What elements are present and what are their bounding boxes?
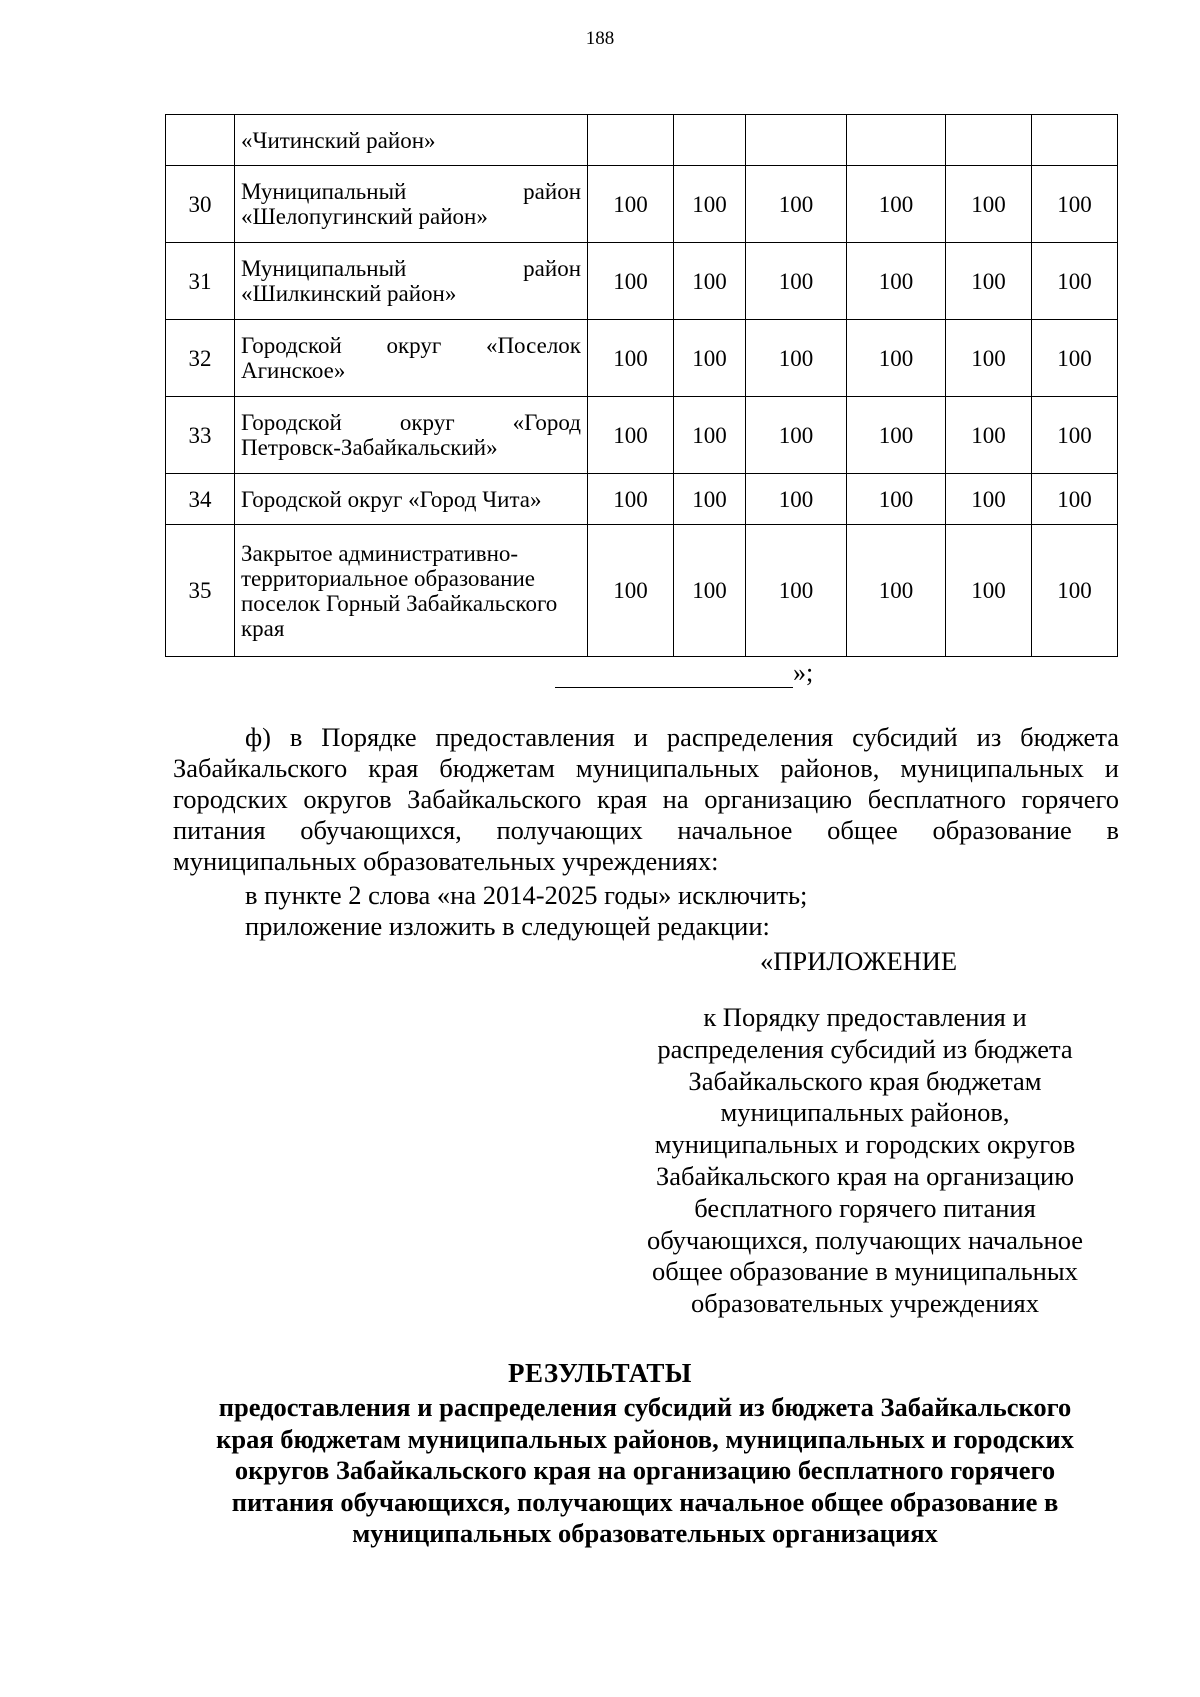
appendix-line: обучающихся, получающих начальное: [646, 1224, 1084, 1255]
value-cell: 100: [674, 243, 746, 320]
value-cell: 100: [674, 320, 746, 397]
appendix-title: «ПРИЛОЖЕНИЕ: [760, 946, 958, 976]
value-cell: 100: [946, 474, 1032, 525]
name-line-justified: [241, 179, 581, 204]
value-cell: [674, 115, 746, 166]
name-line: Петровск-Забайкальский»: [241, 435, 498, 460]
value-cell: 100: [847, 243, 946, 320]
value-cell: 100: [588, 166, 674, 243]
table-row: [166, 115, 1118, 166]
name-line: территориальное образование: [241, 565, 536, 591]
value-cell: 100: [746, 320, 847, 397]
value-cell: 100: [746, 243, 847, 320]
results-line: предоставления и распределения субсидий из бюджета Забайкальского: [218, 1392, 1072, 1422]
municipality-name: [235, 166, 588, 243]
appendix-line: бесплатного горячего питания: [694, 1192, 1036, 1223]
results-subheading: [175, 1392, 1115, 1550]
value-cell: 100: [588, 320, 674, 397]
name-word: округ: [386, 333, 442, 358]
end-underline: [555, 661, 793, 688]
value-cell: 100: [746, 474, 847, 525]
appendix-line: Забайкальского края бюджетам: [688, 1065, 1042, 1096]
end-quote: »;: [793, 658, 814, 687]
value-cell: 100: [946, 320, 1032, 397]
name-word: район: [523, 179, 581, 204]
paragraph-point-2: в пункте 2 слова «на 2014-2025 годы» исключить;: [245, 880, 808, 910]
row-number: 31: [166, 243, 235, 320]
row-number: 33: [166, 397, 235, 474]
appendix-line: муниципальных районов,: [720, 1097, 1010, 1128]
table-row: [166, 320, 1118, 397]
value-cell: 100: [588, 474, 674, 525]
name-line: поселок Горный Забайкальского: [241, 590, 558, 616]
table-row: [166, 243, 1118, 320]
value-cell: 100: [847, 166, 946, 243]
appendix-line: общее образование в муниципальных: [652, 1256, 1078, 1287]
row-number: 32: [166, 320, 235, 397]
results-heading: РЕЗУЛЬТАТЫ: [508, 1358, 692, 1388]
table-end-mark: [555, 658, 813, 688]
value-cell: 100: [746, 397, 847, 474]
value-cell: 100: [746, 166, 847, 243]
results-line: края бюджетам муниципальных районов, муниципальных и городских: [216, 1423, 1074, 1454]
value-cell: 100: [847, 320, 946, 397]
name-word: Городской: [241, 333, 342, 358]
name-line: Агинское»: [241, 358, 346, 383]
value-cell: [588, 115, 674, 166]
name-word: Муниципальный: [241, 179, 407, 204]
results-line: округов Забайкальского края на организацию бесплатного горячего: [234, 1455, 1056, 1485]
municipality-name: [235, 243, 588, 320]
municipality-name: [235, 397, 588, 474]
value-cell: 100: [847, 474, 946, 525]
name-line-justified: [241, 410, 581, 435]
appendix-line: распределения субсидий из бюджета: [657, 1033, 1073, 1064]
municipality-name: [235, 320, 588, 397]
name-word: район: [523, 256, 581, 281]
name-word: Городской: [241, 410, 342, 435]
results-table: [165, 114, 1118, 657]
row-number: 30: [166, 166, 235, 243]
value-cell: 100: [847, 525, 946, 657]
value-cell: 100: [946, 525, 1032, 657]
value-cell: [847, 115, 946, 166]
value-cell: 100: [746, 525, 847, 657]
appendix-line: Забайкальского края на организацию: [655, 1160, 1075, 1191]
value-cell: 100: [946, 397, 1032, 474]
value-cell: 100: [946, 166, 1032, 243]
value-cell: 100: [1032, 525, 1118, 657]
value-cell: 100: [674, 166, 746, 243]
value-cell: [1032, 115, 1118, 166]
appendix-line: образовательных учреждениях: [690, 1288, 1039, 1319]
name-word: «Город: [512, 410, 581, 435]
municipality-name: [235, 115, 588, 166]
page-number: 188: [585, 28, 615, 49]
value-cell: 100: [946, 243, 1032, 320]
row-number: 34: [166, 474, 235, 525]
municipality-name: [235, 474, 588, 525]
name-line: края: [241, 615, 285, 641]
paragraph-amendment: ф) в Порядке предоставления и распределения субсидий из бюджета Забайкальского края бюджетам муниципальных районов, муниципальных и городских округов Забайкальского края на организацию бесплатного горячего питания обучающихся, получающих начальное общее образование в муниципальных образовательных учреждениях:: [173, 722, 1119, 876]
value-cell: 100: [1032, 243, 1118, 320]
municipality-name: [235, 525, 588, 657]
value-cell: 100: [1032, 166, 1118, 243]
name-line: «Шилкинский район»: [241, 281, 457, 306]
value-cell: [946, 115, 1032, 166]
value-cell: [746, 115, 847, 166]
appendix-subtitle: [620, 1002, 1110, 1320]
value-cell: 100: [847, 397, 946, 474]
table-row: [166, 397, 1118, 474]
value-cell: 100: [588, 397, 674, 474]
name-line-justified: [241, 256, 581, 281]
value-cell: 100: [1032, 474, 1118, 525]
table-row: [166, 166, 1118, 243]
name-line: Городской округ «Город Чита»: [241, 486, 542, 512]
value-cell: 100: [1032, 320, 1118, 397]
results-line: питания обучающихся, получающих начальное общее образование в: [231, 1486, 1059, 1517]
row-number: 35: [166, 525, 235, 657]
name-word: «Поселок: [485, 333, 581, 358]
name-word: округ: [399, 410, 455, 435]
value-cell: 100: [588, 525, 674, 657]
name-line-justified: [241, 333, 581, 358]
value-cell: 100: [1032, 397, 1118, 474]
results-line: муниципальных образовательных организациях: [352, 1518, 938, 1548]
name-word: Муниципальный: [241, 256, 407, 281]
value-cell: 100: [674, 397, 746, 474]
value-cell: 100: [674, 525, 746, 657]
table-row: [166, 474, 1118, 525]
appendix-line: к Порядку предоставления и: [703, 1002, 1027, 1032]
name-line: «Шелопугинский район»: [241, 204, 488, 229]
value-cell: 100: [588, 243, 674, 320]
appendix-line: муниципальных и городских округов: [654, 1129, 1076, 1160]
table-row: [166, 525, 1118, 657]
name-line: «Читинский район»: [241, 127, 436, 153]
value-cell: 100: [674, 474, 746, 525]
paragraph-appendix-intro: приложение изложить в следующей редакции:: [245, 911, 770, 941]
row-number: [166, 115, 235, 166]
name-line: Закрытое административно-: [241, 540, 519, 566]
